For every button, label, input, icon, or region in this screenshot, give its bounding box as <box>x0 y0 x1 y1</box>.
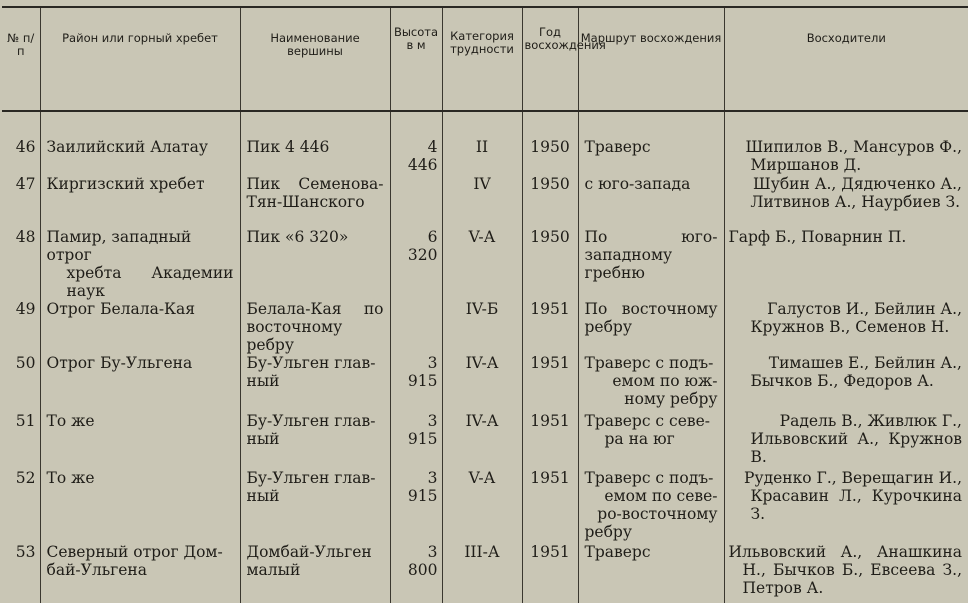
cell-route <box>578 412 724 469</box>
cell-climbers <box>724 175 968 228</box>
cell-route <box>578 111 724 175</box>
cell-height: 3 915 <box>390 469 442 543</box>
peak-line: Бу-Ульген глав- <box>246 354 376 372</box>
cell-num: 50 <box>15 354 36 372</box>
table-row <box>2 469 968 543</box>
header-climbers: Восходители <box>724 7 968 111</box>
cell-height: 3 915 <box>390 412 442 469</box>
cell-category: IV-Б <box>442 300 522 354</box>
region-line: наук <box>66 282 105 300</box>
route-line: Траверс с подъ- <box>584 354 714 372</box>
peak-line: Белала-Кая по <box>246 300 384 318</box>
cell-num: 46 <box>15 138 36 156</box>
cell-height <box>390 175 442 228</box>
cell-category: IV-А <box>442 412 522 469</box>
cell-region <box>40 354 240 412</box>
peak-line: Бу-Ульген глав- <box>246 469 376 487</box>
climbers-line: Шубин А., Дядюченко А., <box>753 175 962 193</box>
cell-route <box>578 469 724 543</box>
table-header-row <box>2 7 968 111</box>
cell-height: 6 320 <box>390 228 442 300</box>
route-line: Траверс с подъ- <box>584 469 714 487</box>
peak-line: Домбай-Ульген <box>246 543 372 561</box>
header-route: Маршрут восхождения <box>578 7 724 111</box>
cell-height <box>390 300 442 354</box>
cell-peak <box>240 300 390 354</box>
cell-route <box>578 543 724 603</box>
cell-peak <box>240 175 390 228</box>
climbers-line: Кружнов В., Семенов Н. <box>750 318 950 336</box>
table-row <box>2 300 968 354</box>
cell-num: 51 <box>15 412 36 430</box>
cell-route <box>578 175 724 228</box>
cell-climbers <box>724 543 968 603</box>
cell-climbers <box>724 300 968 354</box>
cell-peak <box>240 228 390 300</box>
cell-year: 1950 <box>522 175 578 228</box>
climbers-line: Галустов И., Бейлин А., <box>767 300 962 318</box>
cell-num: 53 <box>15 543 36 561</box>
ascents-table <box>2 6 968 603</box>
peak-line: Пик «6 320» <box>246 228 349 246</box>
region-line: То же <box>46 412 95 430</box>
header-year: Год восхождения <box>522 7 578 111</box>
peak-line: ребру <box>246 336 294 354</box>
cell-num: 48 <box>15 228 36 246</box>
cell-category: V-А <box>442 228 522 300</box>
cell-climbers <box>724 469 968 543</box>
region-line: хребта Академии <box>66 264 234 282</box>
route-line: По восточному <box>584 300 718 318</box>
header-peak: Наименование вершины <box>240 7 390 111</box>
cell-year: 1951 <box>522 354 578 412</box>
cell-region <box>40 111 240 175</box>
peak-line: восточному <box>246 318 343 336</box>
cell-height: 4 446 <box>390 111 442 175</box>
cell-climbers <box>724 354 968 412</box>
cell-category: IV <box>442 175 522 228</box>
table-row <box>2 543 968 603</box>
cell-num: 52 <box>15 469 36 487</box>
cell-route <box>578 228 724 300</box>
header-height: Высота в м <box>390 7 442 111</box>
climbers-line: Гарф Б., Поварнин П. <box>728 228 907 246</box>
table-row <box>2 354 968 412</box>
region-line: Заилийский Алатау <box>46 138 208 156</box>
region-line: То же <box>46 469 95 487</box>
climbers-line: Руденко Г., Верещагин И., <box>744 469 962 487</box>
climbers-line: Литвинов А., Наурбиев З. <box>750 193 961 211</box>
cell-region <box>40 228 240 300</box>
cell-peak <box>240 543 390 603</box>
table-row <box>2 175 968 228</box>
cell-region <box>40 469 240 543</box>
climbers-line: Бычков Б., Федоров А. <box>750 372 934 390</box>
region-line: Отрог Белала-Кая <box>46 300 196 318</box>
peak-line: Бу-Ульген глав- <box>246 412 376 430</box>
climbers-line: Ильвовский А., Кружнов В. <box>750 430 962 466</box>
cell-year: 1951 <box>522 412 578 469</box>
cell-year: 1951 <box>522 543 578 603</box>
route-line: Траверс с севе- <box>584 412 711 430</box>
route-line: ро-восточному <box>597 505 718 523</box>
table-row <box>2 412 968 469</box>
cell-year: 1951 <box>522 300 578 354</box>
cell-region <box>40 300 240 354</box>
cell-peak <box>240 412 390 469</box>
climbers-line: Миршанов Д. <box>750 156 862 174</box>
cell-category: V-А <box>442 469 522 543</box>
climbers-line: Радель В., Живлюк Г., <box>779 412 962 430</box>
cell-height: 3 915 <box>390 354 442 412</box>
table-row <box>2 111 968 175</box>
climbers-line: Красавин Л., Курочкина З. <box>750 487 962 523</box>
region-line: Киргизский хребет <box>46 175 205 193</box>
header-region: Район или горный хребет <box>40 7 240 111</box>
route-line: ребру <box>584 318 632 336</box>
route-line: Траверс <box>584 138 651 156</box>
cell-climbers <box>724 228 968 300</box>
cell-region <box>40 543 240 603</box>
cell-year: 1950 <box>522 228 578 300</box>
cell-route <box>578 354 724 412</box>
peak-line: малый <box>246 561 301 579</box>
cell-peak <box>240 111 390 175</box>
route-line: емом по севе- <box>604 487 718 505</box>
cell-year: 1950 <box>522 111 578 175</box>
cell-region <box>40 175 240 228</box>
region-line: Северный отрог Дом- <box>46 543 223 561</box>
route-line: с юго-запада <box>584 175 691 193</box>
route-line: ребру <box>584 523 632 541</box>
region-line: бай-Ульгена <box>46 561 147 579</box>
cell-climbers <box>724 111 968 175</box>
cell-route <box>578 300 724 354</box>
cell-height: 3 800 <box>390 543 442 603</box>
climbers-line: Шипилов В., Мансуров Ф., <box>745 138 962 156</box>
cell-year: 1951 <box>522 469 578 543</box>
cell-region <box>40 412 240 469</box>
route-line: ра на юг <box>604 430 675 448</box>
peak-line: ный <box>246 372 280 390</box>
cell-category: IV-А <box>442 354 522 412</box>
header-num: № п/п <box>2 7 40 111</box>
route-line: Траверс <box>584 543 651 561</box>
header-category: Категория трудности <box>442 7 522 111</box>
climbers-line: Ильвовский А., Анашкина Н., Бычков Б., Евсеева З., Петров А. <box>728 543 962 597</box>
climbers-line: Тимашев Е., Бейлин А., <box>768 354 962 372</box>
table-row <box>2 228 968 300</box>
peak-line: Пик Семенова- <box>246 175 384 193</box>
cell-peak <box>240 469 390 543</box>
region-line: Отрог Бу-Ульгена <box>46 354 193 372</box>
cell-climbers <box>724 412 968 469</box>
cell-category: II <box>442 111 522 175</box>
cell-num: 49 <box>15 300 36 318</box>
cell-peak <box>240 354 390 412</box>
peak-line: ный <box>246 430 280 448</box>
route-line: По юго-западному гребню <box>584 228 718 282</box>
peak-line: Тян-Шанского <box>246 193 365 211</box>
route-line: ному ребру <box>624 390 718 408</box>
peak-line: Пик 4 446 <box>246 138 330 156</box>
cell-num: 47 <box>15 175 36 193</box>
route-line: емом по юж- <box>612 372 718 390</box>
cell-category: III-А <box>442 543 522 603</box>
region-line: Памир, западный отрог <box>46 228 192 264</box>
peak-line: ный <box>246 487 280 505</box>
